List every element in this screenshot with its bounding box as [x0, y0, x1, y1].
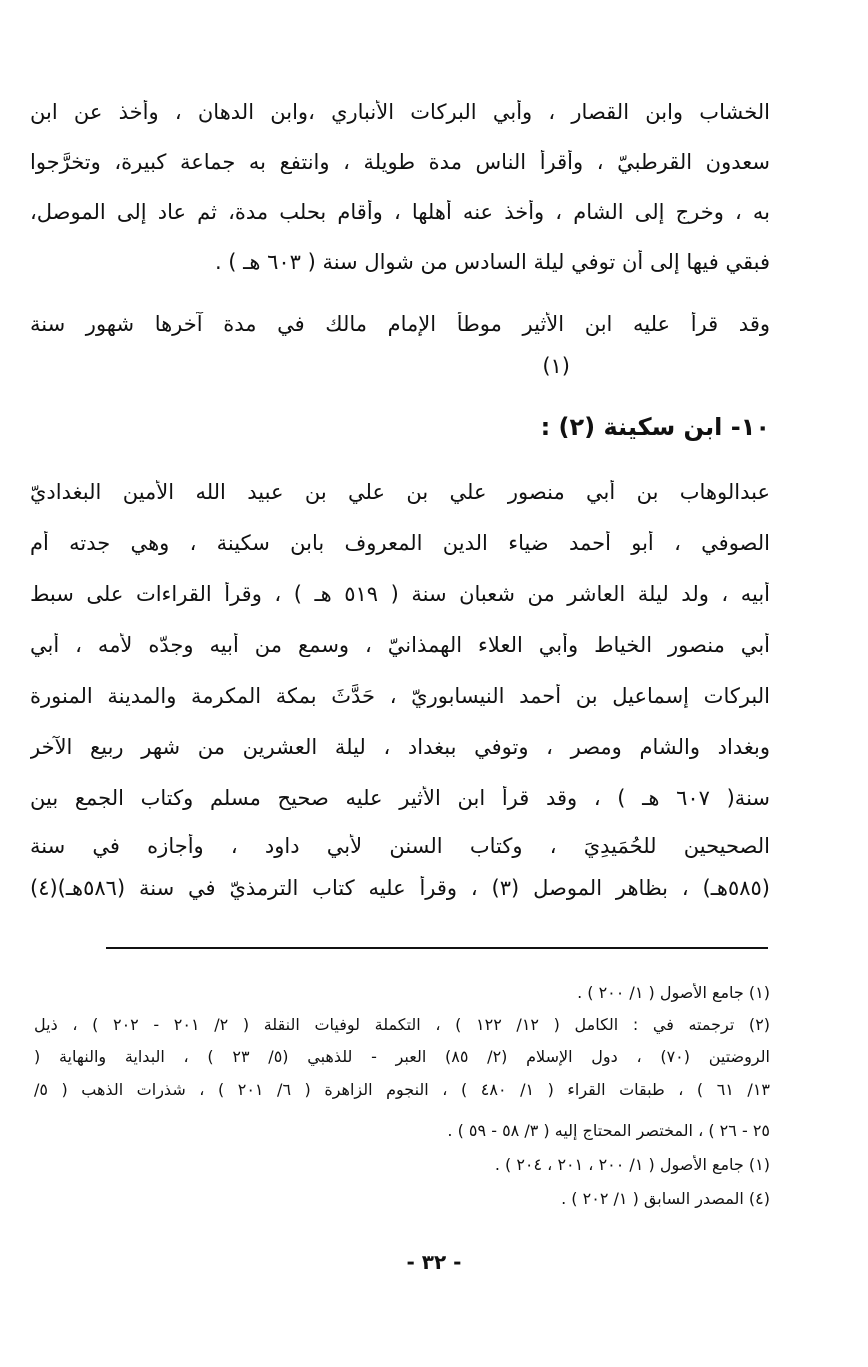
- footnote-line: ١٣/ ٦١ ) ، طبقات القراء ( ١/ ٤٨٠ ) ، النجوم الزاهرة ( ٦/ ٢٠١ ) ، شذرات الذهب ( ٥/: [34, 1080, 770, 1099]
- footnote-line: (٤) المصدر السابق ( ١/ ٢٠٢ ) .: [561, 1189, 770, 1208]
- text-line: سنة( ٦٠٧ هـ ) ، وقد قرأ ابن الأثير عليه صحيح مسلم وكتاب الجمع بين: [30, 786, 770, 810]
- footnote-separator: [106, 947, 768, 949]
- footnote-line: (١) جامع الأصول ( ١/ ٢٠٠ ، ٢٠١ ، ٢٠٤ ) .: [494, 1155, 770, 1174]
- text-line: الصوفي ، أبو أحمد ضياء الدين المعروف بابن سكينة ، وهي جدته أم: [30, 531, 770, 555]
- footnote-line: (١) جامع الأصول ( ١/ ٢٠٠ ) .: [577, 983, 770, 1002]
- text-line: به ، وخرج إلى الشام ، وأخذ عنه أهلها ، وأقام بحلب مدة، ثم عاد إلى الموصل،: [30, 200, 770, 224]
- page-number: - ٣٢ -: [406, 1250, 462, 1274]
- text-line: فبقي فيها إلى أن توفي ليلة السادس من شوال سنة ( ٦٠٣ هـ ) .: [214, 250, 770, 274]
- footnote-line: ٢٥ - ٢٦ ) ، المختصر المحتاج إليه ( ٣/ ٥٨ - ٥٩ ) .: [447, 1121, 770, 1140]
- text-line: عبدالوهاب بن أبي منصور علي بن علي بن عبيد الله الأمين البغداديّ: [30, 480, 770, 504]
- text-line: الخشاب وابن القصار ، وأبي البركات الأنباري ،وابن الدهان ، وأخذ عن ابن: [30, 100, 770, 124]
- text-line: وقد قرأ عليه ابن الأثير موطأ الإمام مالك في مدة آخرها شهور سنة: [30, 312, 770, 336]
- footnote-line: (٢) ترجمته في : الكامل ( ١٢/ ١٢٢ ) ، التكملة لوفيات النقلة ( ٢/ ٢٠١ - ٢٠٢ ) ، ذيل: [34, 1015, 770, 1034]
- text-line: وبغداد والشام ومصر ، وتوفي ببغداد ، ليلة العشرين من شهر ربيع الآخر: [30, 735, 770, 759]
- text-line: البركات إسماعيل بن أحمد النيسابوريّ ، حَدَّثَ بمكة المكرمة والمدينة المنورة: [30, 684, 770, 708]
- footnote-line: الروضتين (٧٠) ، دول الإسلام (٢/ ٨٥) العبر - للذهبي (٥/ ٢٣ ) ، البداية والنهاية (: [34, 1047, 770, 1066]
- footnote-ref: (١): [542, 354, 570, 378]
- text-line: سعدون القرطبيّ ، وأقرأ الناس مدة طويلة ، وانتفع به جماعة كبيرة، وتخرَّجوا: [30, 150, 770, 174]
- text-line: أبي منصور الخياط وأبي العلاء الهمذانيّ ، وسمع من أبيه وجدّه لأمه ، أبي: [30, 633, 770, 657]
- text-line: (٥٨٥هـ) ، بظاهر الموصل (٣) ، وقرأ عليه كتاب الترمذيّ في سنة (٥٨٦هـ)(٤): [30, 876, 770, 900]
- text-line: الصحيحين للحُمَيدِيَ ، وكتاب السنن لأبي داود ، وأجازه في سنة: [30, 834, 770, 858]
- section-heading: ١٠- ابن سكينة (٢) :: [540, 413, 770, 441]
- text-line: أبيه ، ولد ليلة العاشر من شعبان سنة ( ٥١٩ هـ ) ، وقرأ القراءات على سبط: [30, 582, 770, 606]
